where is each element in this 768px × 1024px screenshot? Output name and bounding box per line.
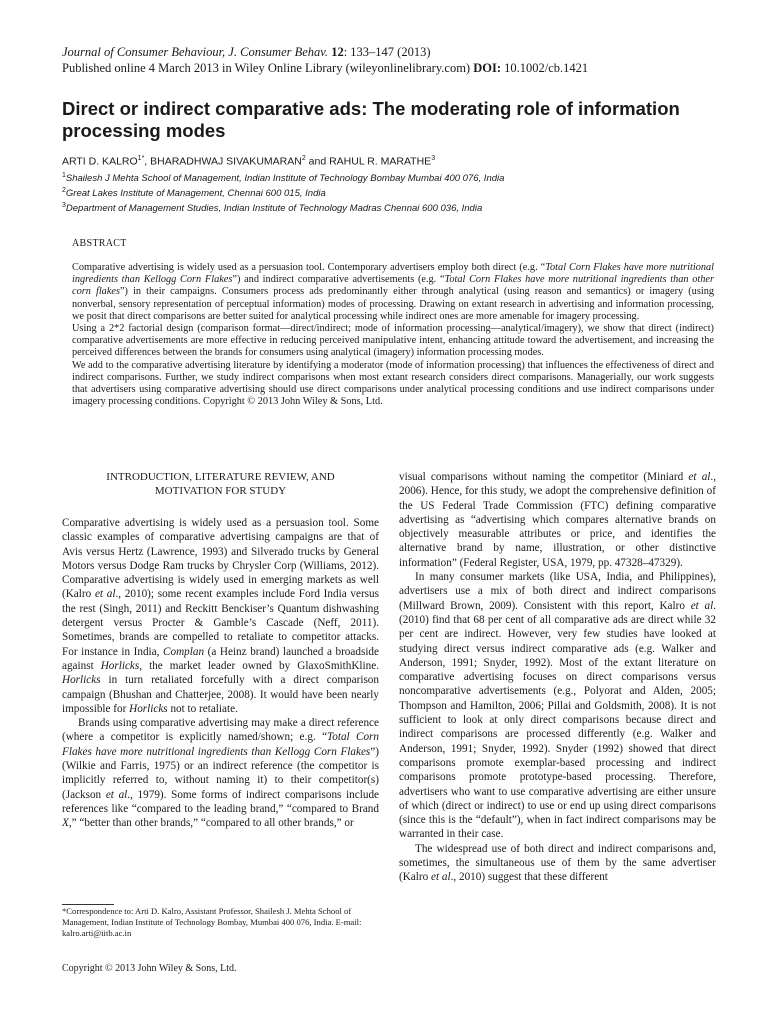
right-column	[399, 470, 716, 885]
abstract-heading: ABSTRACT	[72, 238, 127, 249]
body-paragraph: Brands using comparative advertising may make a direct reference (where a competitor is explicitly named/shown; e.g. “Total Corn Flakes have more nutritional ingredients than Kellogg Corn Flakes”) (Wilkie and Farris, 1975) or an indirect reference (the competitor is implicitly referred to, without naming it) to their competitor(s) (Jackson et al., 1979). Some forms of indirect comparisons include references like “compared to the leading brand,” “compared to Brand X,” “better than other brands,” “compared to all other brands,” or	[62, 717, 380, 830]
publication-info: Published online 4 March 2013 in Wiley Online Library (wileyonlinelibrary.com) DOI: 10.1002/cb.1421	[62, 61, 589, 75]
paper-title: Direct or indirect comparative ads: The moderating role of information processing modes	[62, 98, 680, 141]
section-heading: INTRODUCTION, LITERATURE REVIEW, AND MOTIVATION FOR STUDY	[106, 471, 335, 497]
affiliation-1: $^1$Shailesh J Mehta School of Management, Indian Institute of Technology Bombay Mumbai 400 076, India	[62, 172, 505, 185]
correspondence-footnote: *Correspondence to: Arti D. Kalro, Assistant Professor, Shailesh J. Mehta School of Management, Indian Institute of Technology Bombay, Mumbai 400 076, India. E-mail: kalro.arti@iitb.ac.in	[62, 906, 362, 938]
abstract-body	[72, 262, 714, 408]
affiliation-3: $^3$Department of Management Studies, Indian Institute of Technology Madras Chennai 600 036, India	[62, 202, 483, 215]
body-paragraph: The widespread use of both direct and indirect comparisons and, sometimes, the simultaneous use of them by the same advertiser (Kalro et al., 2010) suggest that these different	[399, 842, 716, 884]
affiliation-2: $^2$Great Lakes Institute of Management, Chennai 600 015, India	[62, 187, 326, 200]
body-paragraph: In many consumer markets (like USA, India, and Philippines), advertisers use a mix of both direct and indirect comparisons (Millward Brown, 2009). Consistent with this report, Kalro et al. (2010) find that 68 per cent of all comparative ads are direct while 32 per cent are indirect. However, very few studies have looked at studying direct versus indirect comparative ads (e.g. Walker and Anderson, 1991; Snyder, 1992). Most of the extant literature on comparative advertising focuses on direct comparisons versus noncomparative advertisements (e.g., Polyorat and Alden, 2005; Thompson and Hamilton, 2006; Pillai and Goldsmith, 2008). It is not sufficient to look at only direct comparisons because direct and indirect comparisons are processed differently (e.g. Walker and Anderson, 1991; Snyder, 1992). Snyder (1992) showed that direct comparisons promote exemplar-based processing and indirect comparisons promote prototype-based processing. Therefore, advertisers who want to use comparative advertising are either unsure of which (direct or indirect) to use or end up using direct comparisons (since this is the “default”), when in fact indirect comparisons may be warranted in their case.	[399, 571, 716, 841]
author-list: ARTI D. $KALRO^{1*}$, BHARADHWAJ SIVAKUMARAN$^2$ and RAHUL R. MARATHE$^3$	[62, 155, 436, 168]
body-paragraph: visual comparisons without naming the competitor (Miniard et al., 2006). Hence, for this study, we adopt the comprehensive definition of the US Federal Trade Commission (FTC) defining comparative advertising as “advertising which compares alternative brands on objectively measurable attributes or price, and identifies the alternative brand by name, illustration, or other distinctive information” (Federal Register, USA, 1979, pp. 47328–47329).	[399, 471, 716, 569]
abstract-paragraph: Using a 2*2 factorial design (comparison format—direct/indirect; mode of information processing—analytical/imagery), we show that direct (indirect) comparative advertisements are more effective in reducing perceived manipulative intent, enhancing attitude toward the advertisement, and increasing the perceived differences between the brands for consumers using analytical (imagery) information processing modes.	[72, 323, 714, 359]
abstract-paragraph: Comparative advertising is widely used as a persuasion tool. Contemporary advertisers employ both direct (e.g. “Total Corn Flakes have more nutritional ingredients than Kellogg Corn Flakes”) and indirect comparative advertisements (e.g. “Total Corn Flakes have more nutritional ingredients than other corn flakes”) in their campaigns. Consumers process ads predominantly either through analytical (using reason and semantics) or imagery (using nonverbal, sensory representation of perceptual information) modes of processing. Drawing on extant research in advertising and information processing, we posit that direct comparisons are better suited for analytical processing while indirect ones are more amenable for imagery processing.	[72, 262, 714, 322]
journal-header	[62, 44, 712, 76]
footnote-divider	[62, 904, 114, 905]
body-paragraph: Comparative advertising is widely used as a persuasion tool. Some classic examples of comparative advertising campaigns are that of Avis versus Hertz (Lawrence, 1993) and Silverado trucks by General Motors versus Dodge Ram trucks by Chrysler Corp (Williams, 2012). Comparative advertising is widely used in emerging markets as well (Kalro et al., 2010); some recent examples include Ford India versus the rest (Singh, 2011) and Reckitt Benckiser’s Quantum dishwashing detergent versus Procter & Gamble’s Cascade (Neff, 2011). Sometimes, brands are compelled to retaliate to competitor attacks. For instance in India, Complan (a Heinz brand) launched a broadside against Horlicks, the market leader owned by GlaxoSmithKline. Horlicks in turn retaliated forcefully with a direct comparison campaign (Bhushan and Chatterjee, 2008). It would have been nearly impossible for Horlicks not to retaliate.	[62, 517, 379, 715]
page-copyright: Copyright © 2013 John Wiley & Sons, Ltd.	[62, 963, 237, 974]
abstract-paragraph: We add to the comparative advertising literature by identifying a moderator (mode of information processing) that influences the effectiveness of direct and indirect comparisons. Further, we study indirect comparisons when most extant research considers direct comparisons. Managerially, our work suggests that advertisers using comparative advertising should use direct comparisons under analytical processing conditions and use indirect comparisons under imagery processing conditions. Copyright © 2013 John Wiley & Sons, Ltd.	[72, 359, 714, 408]
journal-citation: Journal of Consumer Behaviour, J. Consumer Behav. 12: 133–147 (2013)	[62, 45, 431, 59]
left-column	[62, 470, 379, 831]
